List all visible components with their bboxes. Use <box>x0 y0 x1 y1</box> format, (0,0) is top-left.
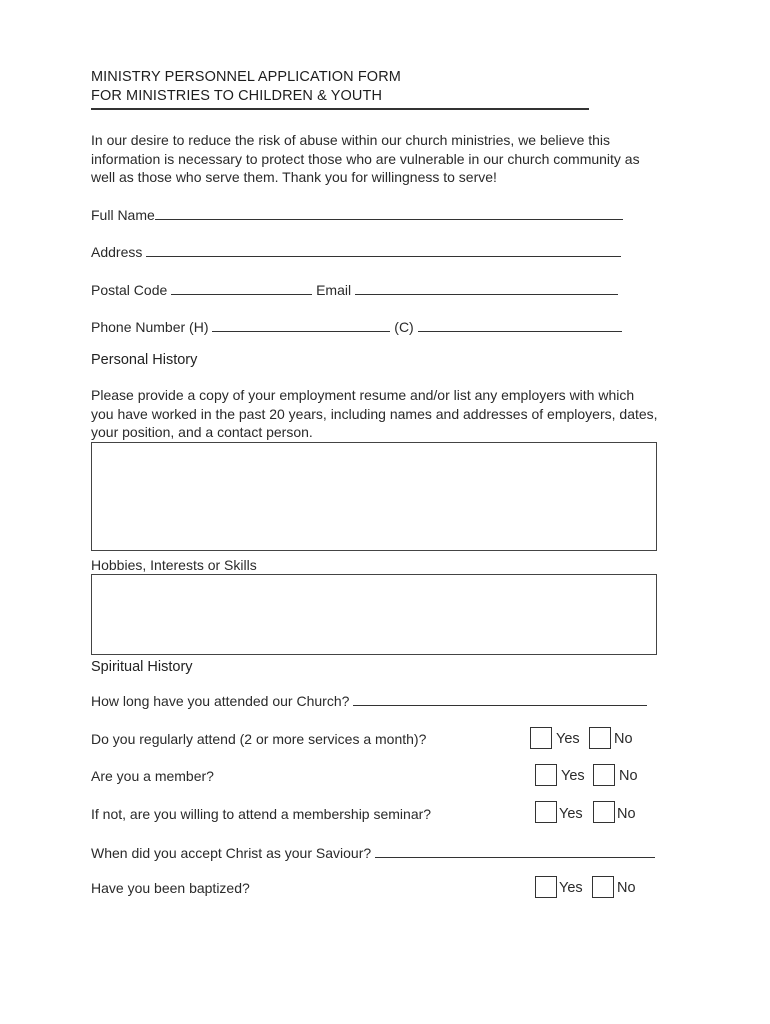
seminar-no-checkbox[interactable] <box>593 801 615 823</box>
yes-label: Yes <box>561 768 585 784</box>
yes-label: Yes <box>556 731 580 747</box>
intro-line: information is necessary to protect those who are vulnerable in our church community as <box>91 150 640 167</box>
email-field[interactable] <box>355 281 618 295</box>
phone-cell-label: (C) <box>394 319 414 335</box>
full-name-label: Full Name <box>91 207 155 223</box>
no-label: No <box>617 806 636 822</box>
hobbies-label: Hobbies, Interests or Skills <box>91 557 257 573</box>
attendance-duration-row <box>91 692 647 712</box>
employment-instructions <box>91 386 711 442</box>
member-no-checkbox[interactable] <box>593 764 615 786</box>
member-yes-checkbox[interactable] <box>535 764 557 786</box>
address-field[interactable] <box>146 243 621 257</box>
accept-christ-field[interactable] <box>375 844 655 858</box>
instruction-line: your position, and a contact person. <box>91 424 313 440</box>
no-label: No <box>614 731 633 747</box>
form-title-line-2: FOR MINISTRIES TO CHILDREN & YOUTH <box>91 88 383 104</box>
intro-paragraph <box>91 131 691 187</box>
postal-code-field[interactable] <box>171 281 312 295</box>
regular-attendance-question: Do you regularly attend (2 or more services a month)? <box>91 731 427 747</box>
postal-email-row <box>91 281 618 301</box>
seminar-question: If not, are you willing to attend a membership seminar? <box>91 806 432 822</box>
spiritual-history-heading: Spiritual History <box>91 659 193 675</box>
postal-code-label: Postal Code <box>91 282 168 298</box>
yes-label: Yes <box>559 806 583 822</box>
attendance-duration-field[interactable] <box>353 692 647 706</box>
phone-home-label: Phone Number (H) <box>91 319 209 335</box>
form-title-line-1: MINISTRY PERSONNEL APPLICATION FORM <box>91 69 401 85</box>
full-name-row <box>91 206 623 226</box>
intro-line: In our desire to reduce the risk of abuse within our church ministries, we believe this <box>91 132 611 148</box>
no-label: No <box>619 768 638 784</box>
accept-christ-label: When did you accept Christ as your Saviour? <box>91 845 372 861</box>
phone-home-field[interactable] <box>212 318 390 332</box>
instruction-line: Please provide a copy of your employment resume and/or list any employers with which <box>91 387 635 403</box>
no-label: No <box>617 880 636 896</box>
address-row <box>91 243 621 263</box>
attendance-duration-label: How long have you attended our Church? <box>91 693 350 709</box>
address-label: Address <box>91 244 143 260</box>
regular-attendance-no-checkbox[interactable] <box>589 727 611 749</box>
baptized-no-checkbox[interactable] <box>592 876 614 898</box>
seminar-yes-checkbox[interactable] <box>535 801 557 823</box>
baptized-question: Have you been baptized? <box>91 880 250 896</box>
hobbies-textarea[interactable] <box>91 574 657 655</box>
intro-line: well as those who serve them. Thank you for willingness to serve! <box>91 169 497 185</box>
phone-row <box>91 318 622 338</box>
regular-attendance-yes-checkbox[interactable] <box>530 727 552 749</box>
title-underline <box>91 108 589 110</box>
instruction-line: you have worked in the past 20 years, including names and addresses of employers, dates, <box>91 405 658 422</box>
baptized-yes-checkbox[interactable] <box>535 876 557 898</box>
accept-christ-row <box>91 844 655 864</box>
email-label: Email <box>316 282 352 298</box>
phone-cell-field[interactable] <box>418 318 622 332</box>
yes-label: Yes <box>559 880 583 896</box>
personal-history-heading: Personal History <box>91 352 198 368</box>
full-name-field[interactable] <box>155 206 623 220</box>
employment-history-textarea[interactable] <box>91 442 657 551</box>
member-question: Are you a member? <box>91 768 214 784</box>
